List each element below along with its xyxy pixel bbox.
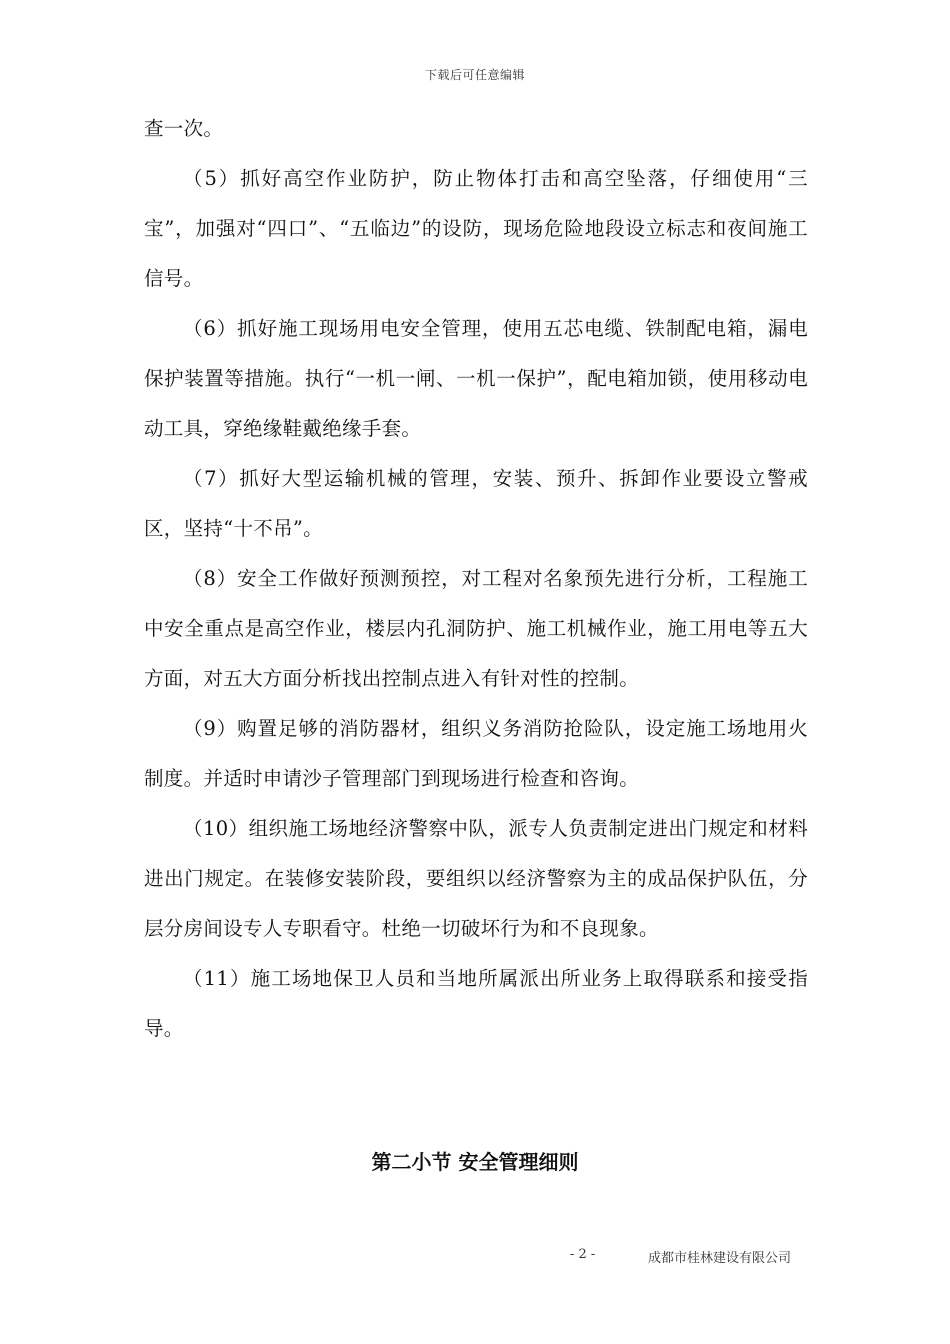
paragraph-item-5: （5）抓好高空作业防护，防止物体打击和高空坠落，仔细使用“三宝”，加强对“四口”、“五临边”的设防，现场危险地段设立标志和夜间施工信号。 <box>144 167 808 290</box>
page-number: - 2 - <box>570 1247 596 1262</box>
paragraph-continuation: 查一次。 <box>144 117 224 140</box>
paragraph-item-11: （11）施工场地保卫人员和当地所属派出所业务上取得联系和接受指导。 <box>144 967 808 1040</box>
paragraph-item-10: （10）组织施工场地经济警察中队，派专人负责制定进出门规定和材料进出门规定。在装修安装阶段，要组织以经济警察为主的成品保护队伍，分层分房间设专人专职看守。杜绝一切破坏行为和不良现象。 <box>144 817 808 940</box>
page-header: 下载后可任意编辑 <box>424 68 525 82</box>
section-heading: 第二小节 安全管理细则 <box>371 1150 579 1174</box>
page-footer <box>0 1247 950 1267</box>
company-name: 成都市桂林建设有限公司 <box>648 1251 792 1266</box>
paragraph-item-7: （7）抓好大型运输机械的管理，安装、预升、拆卸作业要设立警戒区，坚持“十不吊”。 <box>144 467 808 540</box>
paragraph-item-6: （6）抓好施工现场用电安全管理，使用五芯电缆、铁制配电箱，漏电保护装置等措施。执行“一机一闸、一机一保护”，配电箱加锁，使用移动电动工具，穿绝缘鞋戴绝缘手套。 <box>144 317 808 440</box>
paragraph-item-9: （9）购置足够的消防器材，组织义务消防抢险队，设定施工场地用火制度。并适时申请沙子管理部门到现场进行检查和咨询。 <box>144 717 808 790</box>
body-text <box>144 104 808 1054</box>
paragraph-item-8: （8）安全工作做好预测预控，对工程对名象预先进行分析，工程施工中安全重点是高空作业，楼层内孔洞防护、施工机械作业，施工用电等五大方面，对五大方面分析找出控制点进入有针对性的控制。 <box>144 567 808 690</box>
